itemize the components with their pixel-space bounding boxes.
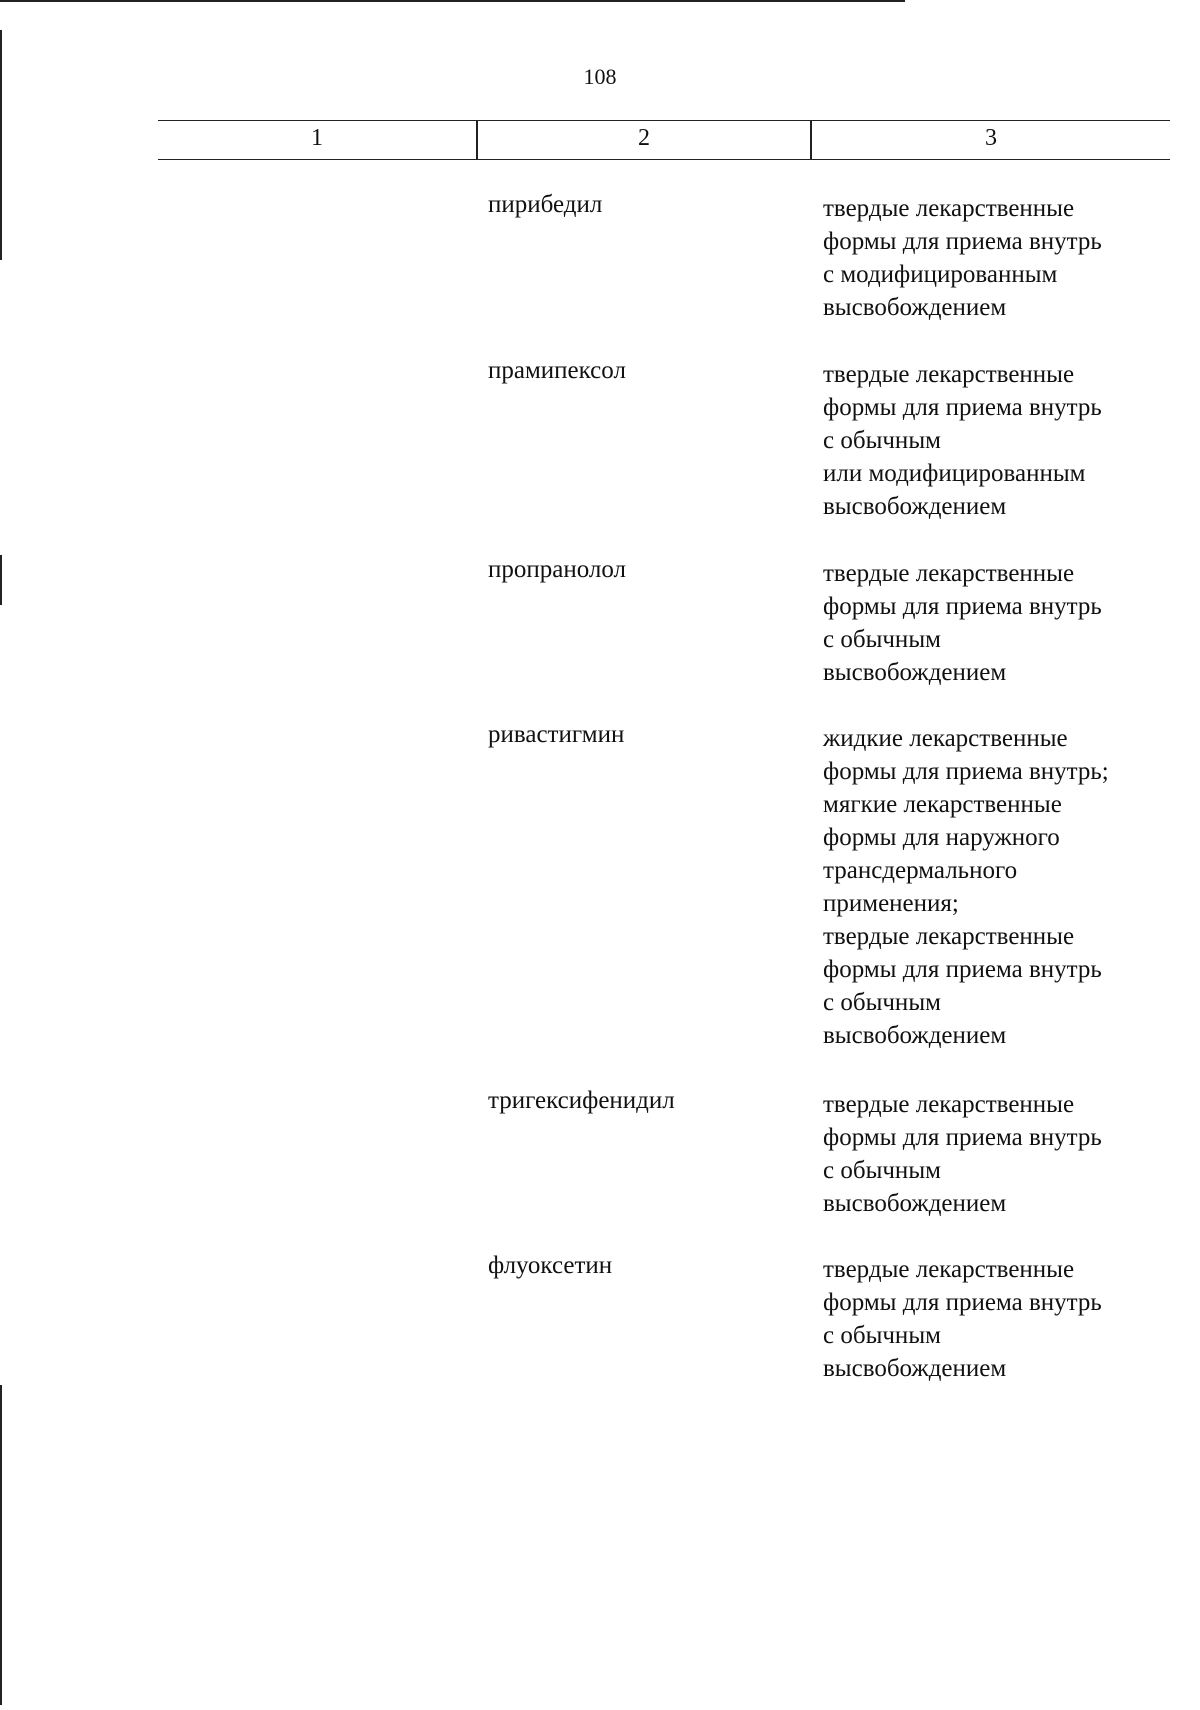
table-header-col-2: 2 bbox=[638, 125, 650, 151]
drug-form bbox=[823, 1253, 1183, 1385]
drug-form-line: формы для приема внутрь bbox=[823, 1289, 1102, 1316]
drug-form-line: высвобождением bbox=[823, 493, 1007, 520]
drug-form-line: твердые лекарственные bbox=[823, 361, 1075, 388]
drug-form-line: высвобождением bbox=[823, 659, 1007, 686]
drug-form-line: жидкие лекарственные bbox=[823, 725, 1068, 752]
page-number: 108 bbox=[583, 64, 617, 89]
drug-name: прамипексол bbox=[488, 357, 626, 384]
table-header-row bbox=[158, 120, 1170, 160]
drug-form-line: с модифицированным bbox=[823, 261, 1058, 288]
drug-name: ривастигмин bbox=[488, 721, 625, 748]
drug-form-line: применения; bbox=[823, 890, 959, 917]
drug-form-line: высвобождением bbox=[823, 1022, 1007, 1049]
drug-form bbox=[823, 557, 1183, 689]
drug-form-line: формы для наружного bbox=[823, 824, 1060, 851]
drug-form-line: формы для приема внутрь bbox=[823, 1124, 1102, 1151]
drug-name: флуоксетин bbox=[488, 1252, 613, 1279]
table-header-col-1: 1 bbox=[311, 125, 323, 151]
drug-name: пирибедил bbox=[488, 191, 603, 218]
drug-form-line: мягкие лекарственные bbox=[823, 791, 1062, 818]
drug-name: тригексифенидил bbox=[488, 1087, 675, 1114]
table-header-col-3: 3 bbox=[985, 125, 997, 151]
scan-edge-line bbox=[0, 0, 905, 2]
drug-form-line: формы для приема внутрь bbox=[823, 956, 1102, 983]
drug-form bbox=[823, 358, 1183, 523]
drug-form-line: твердые лекарственные bbox=[823, 1256, 1075, 1283]
drug-form bbox=[823, 192, 1183, 324]
drug-form-line: формы для приема внутрь bbox=[823, 394, 1102, 421]
drug-form-line: твердые лекарственные bbox=[823, 195, 1075, 222]
drug-form-line: твердые лекарственные bbox=[823, 923, 1075, 950]
drug-form-line: с обычным bbox=[823, 1322, 941, 1349]
drug-form-line: с обычным bbox=[823, 1157, 941, 1184]
drug-form-line: высвобождением bbox=[823, 1355, 1007, 1382]
drug-form-line: высвобождением bbox=[823, 1190, 1007, 1217]
drug-form-line: высвобождением bbox=[823, 294, 1007, 321]
drug-name: пропранолол bbox=[488, 556, 627, 583]
drug-form-line: трансдермального bbox=[823, 857, 1018, 884]
scan-edge-mark bbox=[0, 555, 2, 605]
drug-form-line: или модифицированным bbox=[823, 460, 1086, 487]
drug-form-line: твердые лекарственные bbox=[823, 560, 1075, 587]
drug-form bbox=[823, 1088, 1183, 1220]
drug-form-line: формы для приема внутрь bbox=[823, 228, 1102, 255]
drug-form-line: с обычным bbox=[823, 626, 941, 653]
drug-form-line: твердые лекарственные bbox=[823, 1091, 1075, 1118]
drug-form-line: с обычным bbox=[823, 989, 941, 1016]
drug-form-line: с обычным bbox=[823, 427, 941, 454]
drug-form-line: формы для приема внутрь bbox=[823, 593, 1102, 620]
scan-edge-mark bbox=[0, 1385, 2, 1705]
drug-form-line: формы для приема внутрь; bbox=[823, 758, 1109, 785]
drug-form bbox=[823, 722, 1183, 1052]
